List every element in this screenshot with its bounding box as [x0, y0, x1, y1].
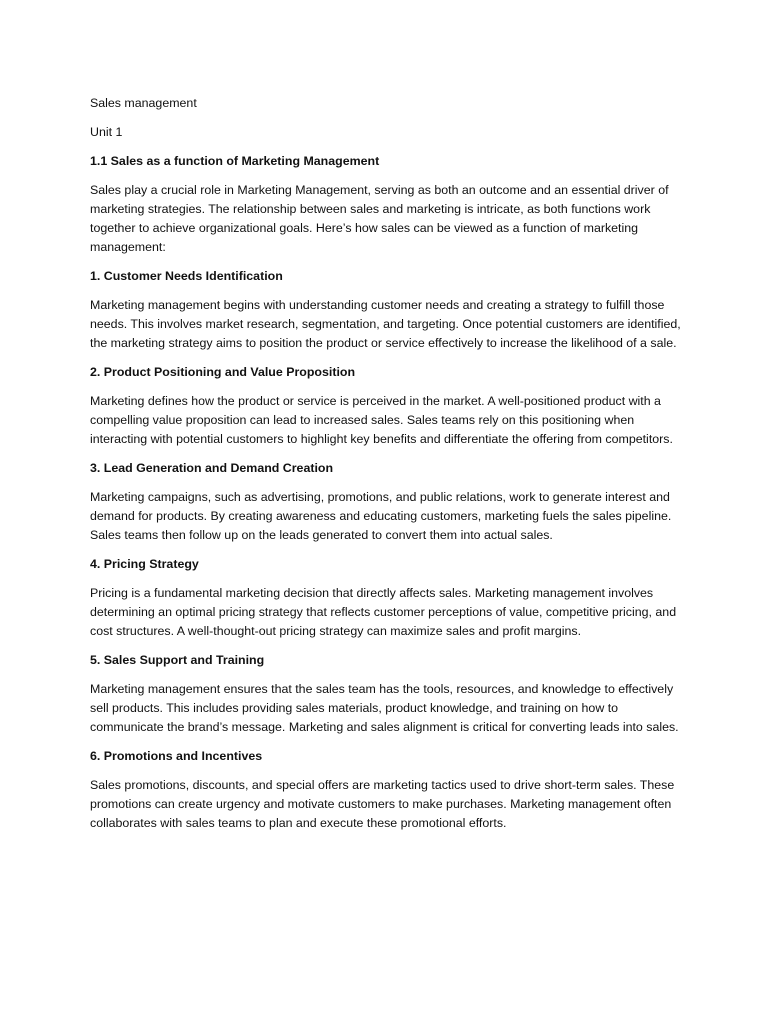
subsection-pricing-strategy — [90, 555, 682, 641]
subsection-body: Marketing campaigns, such as advertising, promotions, and public relations, work to generate interest and demand for products. By creating awareness and educating customers, marketing fuels the sales pipeline. Sales teams then follow up on the leads generated to convert them into actual sales. — [90, 490, 672, 542]
subsection-body: Marketing defines how the product or service is perceived in the market. A well-positioned product with a compelling value proposition can lead to increased sales. Sales teams rely on this positioning when interacting with potential customers to highlight key benefits and differentiate the offering from competitors. — [90, 394, 673, 446]
subsection-body: Marketing management begins with understanding customer needs and creating a strategy to fulfill those needs. This involves market research, segmentation, and targeting. Once potential customers are identified, the marketing strategy aims to position the product or service effectively to increase the likelihood of a sale. — [90, 298, 681, 350]
subsection-customer-needs — [90, 267, 682, 353]
subsection-body: Marketing management ensures that the sales team has the tools, resources, and knowledge to effectively sell products. This includes providing sales materials, product knowledge, and training on how to communicate the brand’s message. Marketing and sales alignment is critical for converting leads into sales. — [90, 682, 679, 734]
subsection-lead-generation — [90, 459, 682, 545]
unit-label: Unit 1 — [90, 125, 123, 139]
document-title: Sales management — [90, 96, 197, 110]
subsection-heading: 5. Sales Support and Training — [90, 653, 265, 667]
intro-paragraph: Sales play a crucial role in Marketing Management, serving as both an outcome and an essential driver of marketing strategies. The relationship between sales and marketing is intricate, as both functions work together to achieve organizational goals. Here’s how sales can be viewed as a function of marketing management: — [90, 183, 669, 254]
subsection-product-positioning — [90, 363, 682, 449]
subsection-promotions — [90, 747, 682, 833]
subsection-heading: 3. Lead Generation and Demand Creation — [90, 461, 334, 475]
section-heading: 1.1 Sales as a function of Marketing Management — [90, 154, 380, 168]
subsection-heading: 4. Pricing Strategy — [90, 557, 199, 571]
subsection-body: Pricing is a fundamental marketing decision that directly affects sales. Marketing management involves determining an optimal pricing strategy that reflects customer perceptions of value, competitive pricing, and cost structures. A well-thought-out pricing strategy can maximize sales and profit margins. — [90, 586, 677, 638]
subsection-heading: 6. Promotions and Incentives — [90, 749, 263, 763]
subsection-sales-support — [90, 651, 682, 737]
subsection-heading: 2. Product Positioning and Value Proposition — [90, 365, 356, 379]
subsection-body: Sales promotions, discounts, and special offers are marketing tactics used to drive short-term sales. These promotions can create urgency and motivate customers to make purchases. Marketing management often collaborates with sales teams to plan and execute these promotional efforts. — [90, 778, 675, 830]
subsection-heading: 1. Customer Needs Identification — [90, 269, 283, 283]
